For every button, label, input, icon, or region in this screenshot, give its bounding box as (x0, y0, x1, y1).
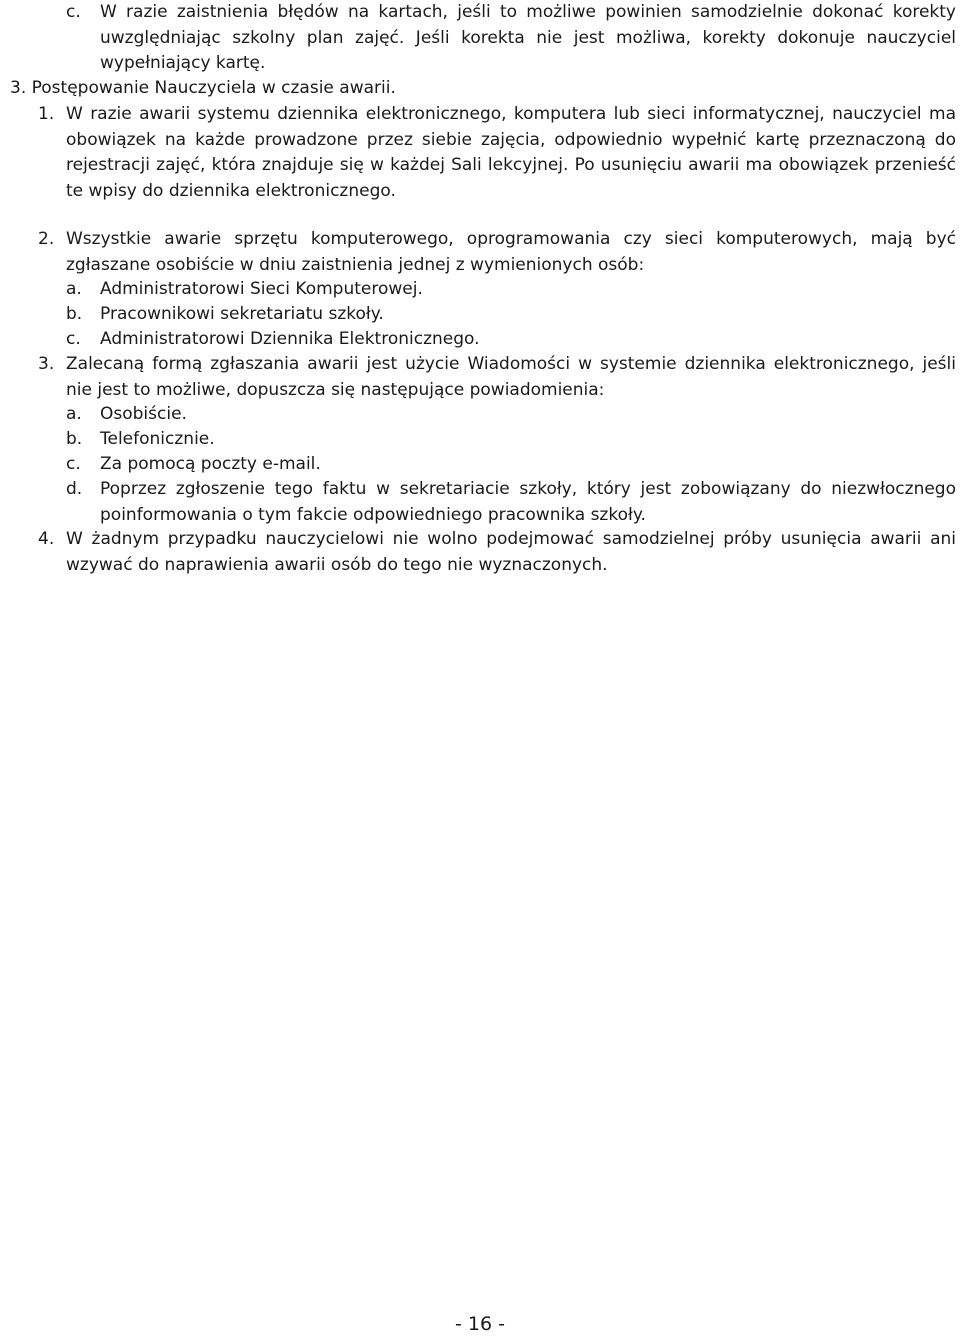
sublist-marker: a. (66, 279, 82, 299)
sublist-item-text: Poprzez zgłoszenie tego faktu w sekretariacie szkoły, który jest zobowiązany do niezwłocznego poinformowania o tym fakcie odpowiedniego pracownika szkoły. (100, 479, 956, 525)
list-item-text: Zalecaną formą zgłaszania awarii jest użycie Wiadomości w systemie dziennika elektronicznego, jeśli nie jest to możliwe, dopuszcza się następujące powiadomienia: (66, 354, 956, 400)
sublist-item-text: Telefonicznie. (100, 429, 215, 449)
list-number: 2. (38, 229, 55, 249)
list-number: 3. (38, 354, 55, 374)
section-number: 3. (10, 78, 27, 98)
list-number: 4. (38, 529, 55, 549)
page-number: - 16 - (455, 1313, 505, 1335)
sublist-item-text: Za pomocą poczty e-mail. (100, 454, 321, 474)
sublist-marker: c. (66, 329, 81, 349)
sublist-marker: d. (66, 479, 83, 499)
sublist-marker: c. (66, 454, 81, 474)
sublist-item-text: Administratorowi Dziennika Elektronicznego. (100, 329, 480, 349)
sublist-item-text: Osobiście. (100, 404, 187, 424)
sublist-item-text: Pracownikowi sekretariatu szkoły. (100, 304, 384, 324)
sublist-marker: b. (66, 304, 83, 324)
list-item-text: W razie zaistnienia błędów na kartach, jeśli to możliwe powinien samodzielnie dokonać korekty uwzględniając szkolny plan zajęć. Jeśli korekta nie jest możliwa, korekty dokonuje nauczyciel wypełniający kartę. (100, 2, 956, 73)
section-title: Postępowanie Nauczyciela w czasie awarii. (31, 78, 396, 98)
section-heading (10, 76, 396, 102)
sublist-marker: a. (66, 404, 82, 424)
sublist-marker: b. (66, 429, 83, 449)
sublist-item-text: Administratorowi Sieci Komputerowej. (100, 279, 423, 299)
list-marker: c. (66, 2, 81, 22)
list-item-text: Wszystkie awarie sprzętu komputerowego, oprogramowania czy sieci komputerowych, mają być zgłaszane osobiście w dniu zaistnienia jednej z wymienionych osób: (66, 229, 956, 275)
list-item-text: W żadnym przypadku nauczycielowi nie wolno podejmować samodzielnej próby usunięcia awarii ani wzywać do naprawienia awarii osób do tego nie wyznaczonych. (66, 529, 956, 575)
list-number: 1. (38, 104, 55, 124)
list-item-text: W razie awarii systemu dziennika elektronicznego, komputera lub sieci informatycznej, nauczyciel ma obowiązek na każde prowadzone przez siebie zajęcia, odpowiednio wypełnić kartę przeznaczoną do rejestracji zajęć, która znajduje się w każdej Sali lekcyjnej. Po usunięciu awarii ma obowiązek przenieść te wpisy do dziennika elektronicznego. (66, 104, 956, 201)
